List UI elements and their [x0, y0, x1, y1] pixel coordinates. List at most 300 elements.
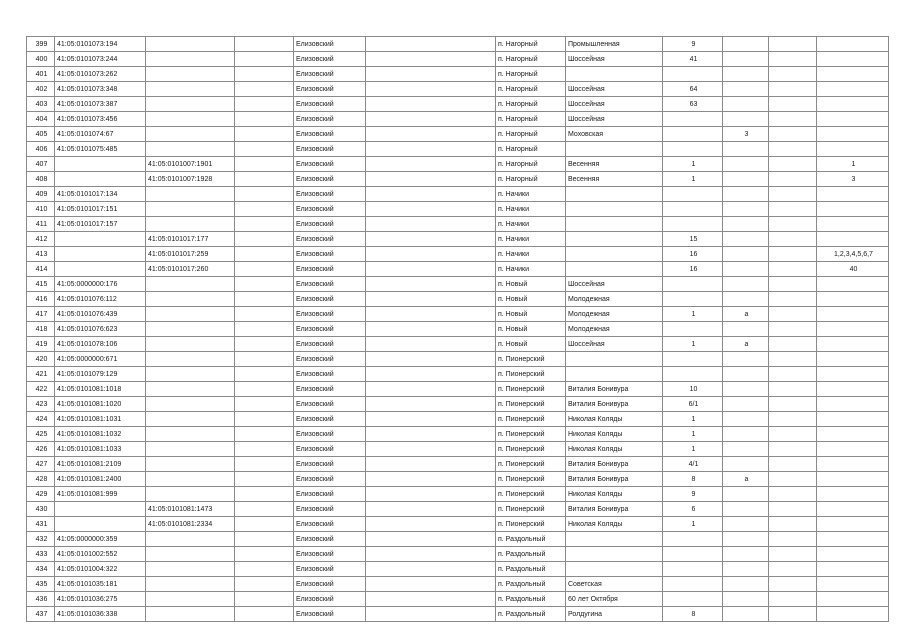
cadastral-number-secondary-cell [146, 457, 235, 472]
blank-cell-cell [769, 262, 817, 277]
settlement-cell: п. Новый [496, 307, 566, 322]
house-number-cell [663, 547, 723, 562]
blank-cell-cell [769, 247, 817, 262]
blank-cell-cell [366, 532, 496, 547]
settlement-cell: п. Нагорный [496, 157, 566, 172]
cadastral-number-secondary-cell: 41:05:0101081:1473 [146, 502, 235, 517]
blank-cell-cell [366, 607, 496, 622]
house-number-cell [663, 67, 723, 82]
house-number-cell: 1 [663, 412, 723, 427]
district-cell: Елизовский [294, 382, 366, 397]
street-cell: Виталия Бонивура [566, 457, 663, 472]
row-number-cell: 437 [27, 607, 55, 622]
blank-cell-cell [366, 232, 496, 247]
blank-cell-cell [235, 232, 294, 247]
blank-cell-cell [769, 382, 817, 397]
cadastral-number-secondary-cell: 41:05:0101017:177 [146, 232, 235, 247]
blank-cell-cell [769, 337, 817, 352]
blank-cell-cell [769, 112, 817, 127]
blank-cell-cell [769, 397, 817, 412]
row-number-cell: 399 [27, 37, 55, 52]
letter-suffix-cell [723, 217, 769, 232]
street-cell: Виталия Бонивура [566, 472, 663, 487]
blank-cell-cell [769, 97, 817, 112]
cadastral-number-cell: 41:05:0101004:322 [55, 562, 146, 577]
row-number-cell: 429 [27, 487, 55, 502]
blank-cell-cell [366, 547, 496, 562]
cadastral-number-cell: 41:05:0101074:67 [55, 127, 146, 142]
letter-suffix-cell [723, 427, 769, 442]
letter-suffix-cell [723, 142, 769, 157]
blank-cell-cell [235, 397, 294, 412]
house-number-cell [663, 127, 723, 142]
letter-suffix-cell [723, 262, 769, 277]
street-cell: Николая Коляды [566, 487, 663, 502]
apartment-number-cell: 1 [817, 157, 889, 172]
blank-cell-cell [235, 172, 294, 187]
letter-suffix-cell [723, 532, 769, 547]
blank-cell-cell [769, 217, 817, 232]
row-number-cell: 411 [27, 217, 55, 232]
street-cell [566, 232, 663, 247]
settlement-cell: п. Пионерский [496, 472, 566, 487]
district-cell: Елизовский [294, 97, 366, 112]
letter-suffix-cell [723, 112, 769, 127]
table-row [27, 547, 889, 562]
cadastral-number-secondary-cell [146, 382, 235, 397]
apartment-number-cell [817, 442, 889, 457]
cadastral-number-secondary-cell [146, 292, 235, 307]
cadastral-number-cell: 41:05:0101073:348 [55, 82, 146, 97]
blank-cell-cell [366, 82, 496, 97]
blank-cell-cell [769, 157, 817, 172]
cadastral-number-secondary-cell: 41:05:0101007:1928 [146, 172, 235, 187]
table-row [27, 442, 889, 457]
settlement-cell: п. Раздольный [496, 577, 566, 592]
cadastral-number-cell: 41:05:0101076:623 [55, 322, 146, 337]
letter-suffix-cell [723, 37, 769, 52]
settlement-cell: п. Раздольный [496, 607, 566, 622]
street-cell [566, 67, 663, 82]
district-cell: Елизовский [294, 142, 366, 157]
street-cell [566, 142, 663, 157]
table-row [27, 172, 889, 187]
blank-cell-cell [769, 127, 817, 142]
row-number-cell: 427 [27, 457, 55, 472]
table-row [27, 397, 889, 412]
cadastral-number-cell [55, 232, 146, 247]
table-row [27, 292, 889, 307]
apartment-number-cell: 1,2,3,4,5,6,7 [817, 247, 889, 262]
apartment-number-cell: 3 [817, 172, 889, 187]
row-number-cell: 409 [27, 187, 55, 202]
apartment-number-cell [817, 337, 889, 352]
settlement-cell: п. Нагорный [496, 172, 566, 187]
letter-suffix-cell [723, 487, 769, 502]
table-row [27, 217, 889, 232]
house-number-cell: 10 [663, 382, 723, 397]
cadastral-number-cell: 41:05:0101081:1018 [55, 382, 146, 397]
blank-cell-cell [769, 82, 817, 97]
cadastral-number-secondary-cell: 41:05:0101007:1901 [146, 157, 235, 172]
blank-cell-cell [769, 52, 817, 67]
apartment-number-cell [817, 292, 889, 307]
district-cell: Елизовский [294, 172, 366, 187]
house-number-cell: 6 [663, 502, 723, 517]
row-number-cell: 414 [27, 262, 55, 277]
row-number-cell: 402 [27, 82, 55, 97]
house-number-cell [663, 202, 723, 217]
row-number-cell: 408 [27, 172, 55, 187]
blank-cell-cell [235, 187, 294, 202]
cadastral-number-cell: 41:05:0000000:671 [55, 352, 146, 367]
blank-cell-cell [366, 262, 496, 277]
blank-cell-cell [769, 187, 817, 202]
settlement-cell: п. Раздольный [496, 562, 566, 577]
blank-cell-cell [235, 217, 294, 232]
cadastral-number-secondary-cell [146, 187, 235, 202]
district-cell: Елизовский [294, 397, 366, 412]
row-number-cell: 434 [27, 562, 55, 577]
apartment-number-cell [817, 67, 889, 82]
apartment-number-cell [817, 307, 889, 322]
row-number-cell: 417 [27, 307, 55, 322]
letter-suffix-cell [723, 457, 769, 472]
row-number-cell: 412 [27, 232, 55, 247]
cadastral-number-secondary-cell: 41:05:0101081:2334 [146, 517, 235, 532]
cadastral-number-cell: 41:05:0101017:157 [55, 217, 146, 232]
letter-suffix-cell [723, 352, 769, 367]
blank-cell-cell [366, 37, 496, 52]
apartment-number-cell [817, 277, 889, 292]
district-cell: Елизовский [294, 52, 366, 67]
table-row [27, 382, 889, 397]
row-number-cell: 403 [27, 97, 55, 112]
blank-cell-cell [769, 202, 817, 217]
street-cell: Весенняя [566, 172, 663, 187]
row-number-cell: 410 [27, 202, 55, 217]
letter-suffix-cell [723, 562, 769, 577]
district-cell: Елизовский [294, 367, 366, 382]
apartment-number-cell [817, 127, 889, 142]
settlement-cell: п. Пионерский [496, 382, 566, 397]
blank-cell-cell [366, 127, 496, 142]
table-row [27, 562, 889, 577]
cadastral-number-secondary-cell [146, 352, 235, 367]
house-number-cell [663, 577, 723, 592]
blank-cell-cell [366, 307, 496, 322]
house-number-cell: 16 [663, 262, 723, 277]
row-number-cell: 436 [27, 592, 55, 607]
cadastral-number-secondary-cell [146, 37, 235, 52]
blank-cell-cell [235, 352, 294, 367]
letter-suffix-cell [723, 547, 769, 562]
street-cell: Молодежная [566, 322, 663, 337]
settlement-cell: п. Нагорный [496, 82, 566, 97]
row-number-cell: 419 [27, 337, 55, 352]
street-cell: Шоссейная [566, 97, 663, 112]
blank-cell-cell [235, 247, 294, 262]
letter-suffix-cell [723, 412, 769, 427]
letter-suffix-cell: 3 [723, 127, 769, 142]
apartment-number-cell [817, 607, 889, 622]
blank-cell-cell [366, 157, 496, 172]
blank-cell-cell [769, 547, 817, 562]
letter-suffix-cell: а [723, 307, 769, 322]
blank-cell-cell [769, 367, 817, 382]
blank-cell-cell [235, 457, 294, 472]
cadastral-number-cell: 41:05:0000000:176 [55, 277, 146, 292]
blank-cell-cell [366, 427, 496, 442]
apartment-number-cell [817, 202, 889, 217]
settlement-cell: п. Нагорный [496, 142, 566, 157]
apartment-number-cell [817, 52, 889, 67]
cadastral-number-secondary-cell [146, 112, 235, 127]
cadastral-number-cell: 41:05:0101017:134 [55, 187, 146, 202]
cadastral-number-cell: 41:05:0101073:387 [55, 97, 146, 112]
blank-cell-cell [769, 442, 817, 457]
row-number-cell: 425 [27, 427, 55, 442]
cadastral-number-cell: 41:05:0101081:1032 [55, 427, 146, 442]
cadastral-number-cell: 41:05:0101081:1031 [55, 412, 146, 427]
table-row [27, 307, 889, 322]
district-cell: Елизовский [294, 112, 366, 127]
district-cell: Елизовский [294, 202, 366, 217]
cadastral-number-cell: 41:05:0101002:552 [55, 547, 146, 562]
cadastral-number-cell: 41:05:0101073:456 [55, 112, 146, 127]
blank-cell-cell [235, 382, 294, 397]
blank-cell-cell [366, 457, 496, 472]
street-cell: Моховская [566, 127, 663, 142]
blank-cell-cell [366, 517, 496, 532]
blank-cell-cell [366, 187, 496, 202]
cadastral-number-secondary-cell [146, 427, 235, 442]
cadastral-number-secondary-cell [146, 397, 235, 412]
settlement-cell: п. Нагорный [496, 37, 566, 52]
district-cell: Елизовский [294, 592, 366, 607]
district-cell: Елизовский [294, 442, 366, 457]
house-number-cell: 1 [663, 517, 723, 532]
letter-suffix-cell [723, 172, 769, 187]
letter-suffix-cell [723, 367, 769, 382]
row-number-cell: 404 [27, 112, 55, 127]
apartment-number-cell [817, 82, 889, 97]
street-cell: Шоссейная [566, 82, 663, 97]
district-cell: Елизовский [294, 577, 366, 592]
row-number-cell: 426 [27, 442, 55, 457]
cadastral-number-secondary-cell [146, 97, 235, 112]
blank-cell-cell [235, 547, 294, 562]
cadastral-number-cell: 41:05:0101036:275 [55, 592, 146, 607]
row-number-cell: 405 [27, 127, 55, 142]
cadastral-number-secondary-cell [146, 472, 235, 487]
table-row [27, 157, 889, 172]
district-cell: Елизовский [294, 157, 366, 172]
cadastral-number-cell: 41:05:0101081:1020 [55, 397, 146, 412]
street-cell [566, 352, 663, 367]
table-row [27, 82, 889, 97]
letter-suffix-cell [723, 577, 769, 592]
blank-cell-cell [769, 517, 817, 532]
cadastral-number-cell [55, 502, 146, 517]
blank-cell-cell [235, 472, 294, 487]
district-cell: Елизовский [294, 277, 366, 292]
house-number-cell: 1 [663, 307, 723, 322]
street-cell: Николая Коляды [566, 517, 663, 532]
blank-cell-cell [235, 607, 294, 622]
blank-cell-cell [366, 442, 496, 457]
letter-suffix-cell: а [723, 472, 769, 487]
cadastral-number-cell: 41:05:0101017:151 [55, 202, 146, 217]
cadastral-number-secondary-cell [146, 52, 235, 67]
district-cell: Елизовский [294, 292, 366, 307]
letter-suffix-cell [723, 202, 769, 217]
street-cell: Шоссейная [566, 277, 663, 292]
blank-cell-cell [366, 247, 496, 262]
blank-cell-cell [235, 562, 294, 577]
street-cell [566, 187, 663, 202]
cadastral-number-cell: 41:05:0101073:194 [55, 37, 146, 52]
row-number-cell: 400 [27, 52, 55, 67]
apartment-number-cell [817, 112, 889, 127]
house-number-cell [663, 532, 723, 547]
street-cell: Николая Коляды [566, 427, 663, 442]
district-cell: Елизовский [294, 547, 366, 562]
blank-cell-cell [366, 112, 496, 127]
letter-suffix-cell [723, 187, 769, 202]
table-row [27, 127, 889, 142]
blank-cell-cell [235, 157, 294, 172]
letter-suffix-cell [723, 97, 769, 112]
cadastral-number-secondary-cell [146, 202, 235, 217]
settlement-cell: п. Нагорный [496, 112, 566, 127]
house-number-cell [663, 592, 723, 607]
cadastral-number-cell: 41:05:0101073:244 [55, 52, 146, 67]
cadastral-number-secondary-cell [146, 367, 235, 382]
table-row [27, 532, 889, 547]
blank-cell-cell [769, 232, 817, 247]
cadastral-number-secondary-cell [146, 277, 235, 292]
blank-cell-cell [769, 592, 817, 607]
district-cell: Елизовский [294, 307, 366, 322]
street-cell: Шоссейная [566, 337, 663, 352]
row-number-cell: 420 [27, 352, 55, 367]
settlement-cell: п. Пионерский [496, 397, 566, 412]
cadastral-number-cell [55, 517, 146, 532]
table-row [27, 112, 889, 127]
blank-cell-cell [235, 532, 294, 547]
blank-cell-cell [235, 307, 294, 322]
street-cell: Молодежная [566, 292, 663, 307]
apartment-number-cell [817, 427, 889, 442]
table-row [27, 607, 889, 622]
blank-cell-cell [769, 487, 817, 502]
cadastral-number-secondary-cell [146, 322, 235, 337]
settlement-cell: п. Новый [496, 292, 566, 307]
settlement-cell: п. Пионерский [496, 367, 566, 382]
street-cell: Молодежная [566, 307, 663, 322]
cadastral-number-cell: 41:05:0101076:112 [55, 292, 146, 307]
table-row [27, 502, 889, 517]
letter-suffix-cell: а [723, 337, 769, 352]
street-cell: Промышленная [566, 37, 663, 52]
settlement-cell: п. Пионерский [496, 442, 566, 457]
apartment-number-cell [817, 532, 889, 547]
cadastral-number-secondary-cell [146, 487, 235, 502]
house-number-cell: 4/1 [663, 457, 723, 472]
settlement-cell: п. Пионерский [496, 352, 566, 367]
row-number-cell: 431 [27, 517, 55, 532]
house-number-cell: 1 [663, 427, 723, 442]
blank-cell-cell [366, 412, 496, 427]
district-cell: Елизовский [294, 337, 366, 352]
blank-cell-cell [769, 577, 817, 592]
table-row [27, 37, 889, 52]
cadastral-number-secondary-cell [146, 592, 235, 607]
cadastral-number-cell: 41:05:0101078:106 [55, 337, 146, 352]
table-row [27, 472, 889, 487]
house-number-cell: 8 [663, 607, 723, 622]
apartment-number-cell: 40 [817, 262, 889, 277]
district-cell: Елизовский [294, 427, 366, 442]
row-number-cell: 430 [27, 502, 55, 517]
house-number-cell: 63 [663, 97, 723, 112]
blank-cell-cell [769, 457, 817, 472]
registry-table [26, 36, 889, 622]
cadastral-number-secondary-cell [146, 127, 235, 142]
cadastral-number-cell: 41:05:0101036:338 [55, 607, 146, 622]
cadastral-number-cell: 41:05:0101035:181 [55, 577, 146, 592]
apartment-number-cell [817, 217, 889, 232]
apartment-number-cell [817, 577, 889, 592]
cadastral-number-cell [55, 262, 146, 277]
apartment-number-cell [817, 187, 889, 202]
settlement-cell: п. Новый [496, 337, 566, 352]
blank-cell-cell [235, 97, 294, 112]
street-cell: Шоссейная [566, 112, 663, 127]
blank-cell-cell [366, 487, 496, 502]
blank-cell-cell [769, 67, 817, 82]
blank-cell-cell [769, 562, 817, 577]
district-cell: Елизовский [294, 37, 366, 52]
settlement-cell: п. Начики [496, 202, 566, 217]
district-cell: Елизовский [294, 262, 366, 277]
cadastral-number-secondary-cell [146, 307, 235, 322]
apartment-number-cell [817, 487, 889, 502]
blank-cell-cell [235, 577, 294, 592]
letter-suffix-cell [723, 607, 769, 622]
row-number-cell: 423 [27, 397, 55, 412]
blank-cell-cell [235, 112, 294, 127]
district-cell: Елизовский [294, 232, 366, 247]
house-number-cell [663, 217, 723, 232]
blank-cell-cell [366, 472, 496, 487]
cadastral-number-cell [55, 247, 146, 262]
blank-cell-cell [769, 607, 817, 622]
cadastral-number-secondary-cell [146, 412, 235, 427]
table-row [27, 352, 889, 367]
blank-cell-cell [769, 532, 817, 547]
cadastral-number-secondary-cell [146, 82, 235, 97]
blank-cell-cell [235, 337, 294, 352]
cadastral-number-cell [55, 157, 146, 172]
cadastral-number-secondary-cell: 41:05:0101017:259 [146, 247, 235, 262]
house-number-cell [663, 292, 723, 307]
letter-suffix-cell [723, 82, 769, 97]
cadastral-number-cell: 41:05:0101081:2400 [55, 472, 146, 487]
settlement-cell: п. Пионерский [496, 457, 566, 472]
apartment-number-cell [817, 232, 889, 247]
